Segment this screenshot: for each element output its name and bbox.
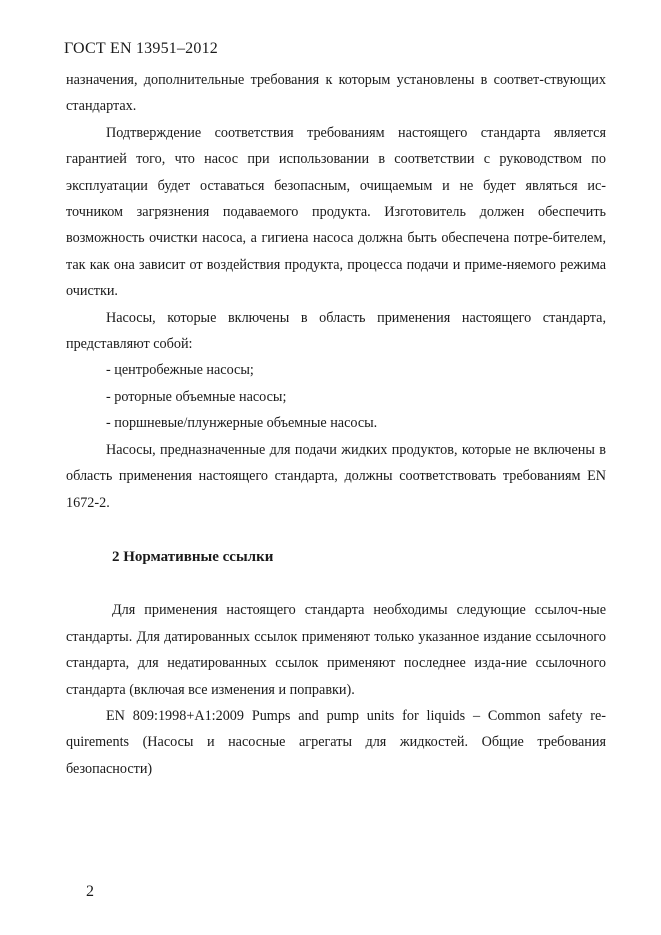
list-item-centrifugal: - центробежные насосы;: [106, 362, 254, 379]
list-item-reciprocating: - поршневые/плунжерные объемные насосы.: [106, 415, 378, 432]
section-heading: 2 Нормативные ссылки: [112, 548, 274, 565]
paragraph-en809: EN 809:1998+A1:2009 Pumps and pump units for liquids – Common safety re-quirements (Насосы и насосные агрегаты для жидкостей. Общие требования безопасности): [66, 707, 606, 777]
page-number: 2: [86, 883, 94, 900]
list-item-rotary: - роторные объемные насосы;: [106, 388, 287, 405]
paragraph-normative-refs: Для применения настоящего стандарта необходимы следующие ссылоч-ные стандарты. Для датированных ссылок применяют только указанное издание ссылочного стандарта, для недатированных ссылок применяют последнее изда-ние ссылочного стандарта (включая все изменения и поправки).: [66, 602, 606, 698]
paragraph-exclusions: Насосы, предназначенные для подачи жидких продуктов, которые не включены в область применения настоящего стандарта, должны соответствовать требованиям EN 1672-2.: [66, 441, 606, 511]
paragraph-pump-types: Насосы, которые включены в область применения настоящего стандарта, представляют собой:: [66, 309, 606, 353]
document-body: [66, 67, 606, 782]
paragraph-continuation: назначения, дополнительные требования к которым установлены в соответ-ствующих стандартах.: [66, 72, 606, 115]
document-header: ГОСТ EN 13951–2012: [64, 40, 218, 57]
paragraph-conformity: Подтверждение соответствия требованиям настоящего стандарта является гарантией того, что насос при использовании в соответствии с руководством по эксплуатации будет оставаться безопасным, очищаемым и не будет являться ис-точником загрязнения подаваемого продукта. Изготовитель должен обеспечить возможность очистки насоса, а гигиена насоса должна быть обеспечена потре-бителем, так как она зависит от воздействия продукта, процесса подачи и приме-няемого режима очистки.: [66, 124, 606, 300]
